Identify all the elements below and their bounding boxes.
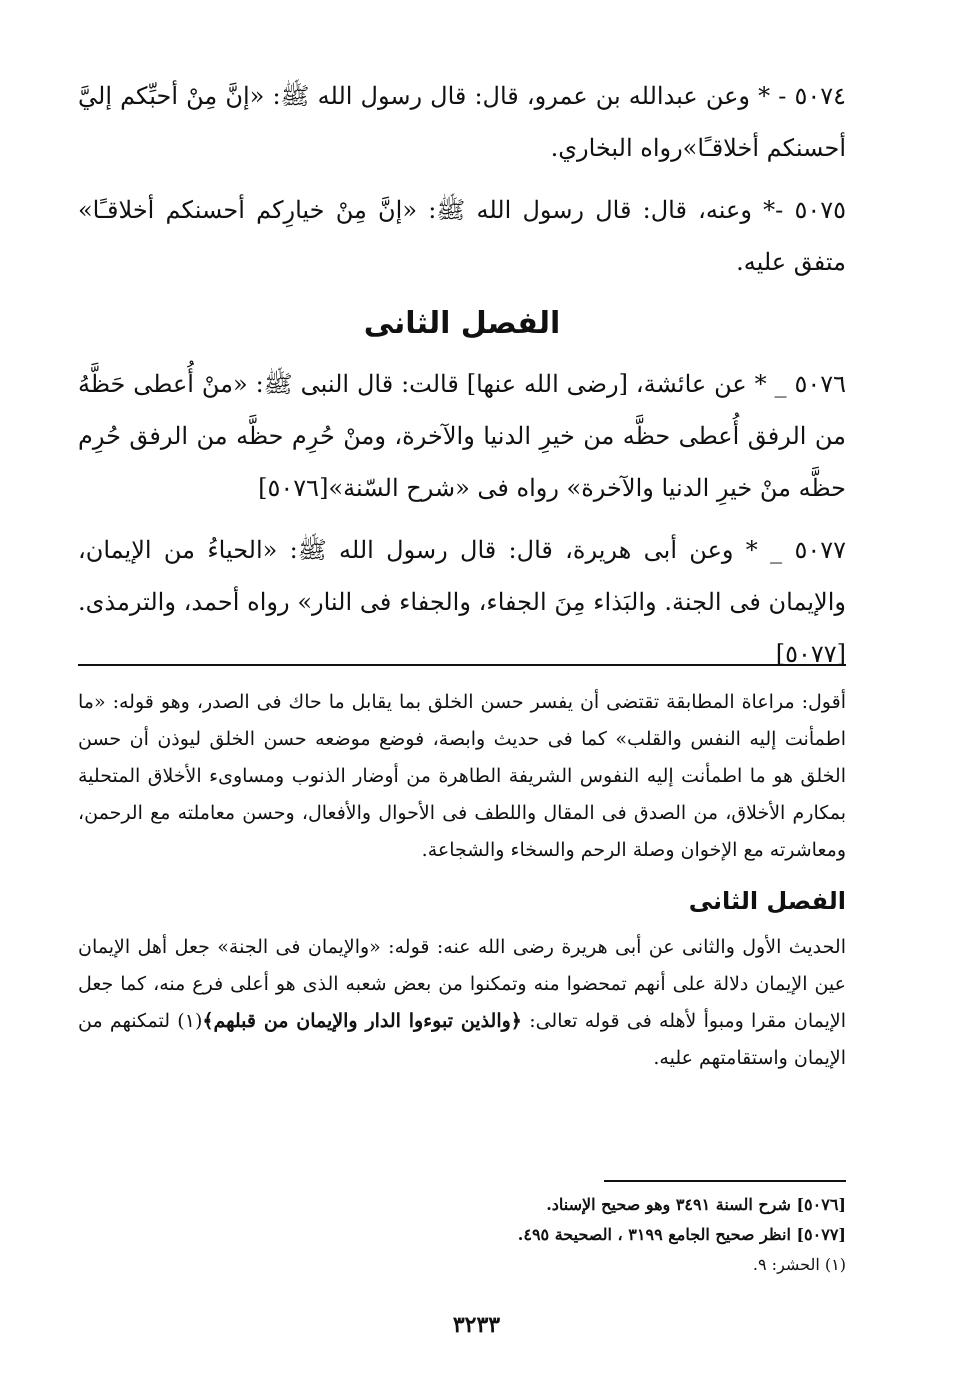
quran-quote: ﴿والذين تبوءوا الدار والإيمان من قبلهم﴾ [202,1010,522,1032]
commentary-section [78,684,846,1077]
commentary-text: الحديث الأول والثانى عن أبى هريرة رضى الله عنه: قوله: «والإيمان فى الجنة» جعل أهل الإيمان عين الإيمان دلالة على أنهم تمحضوا منه وتمكنوا من بعض شعبه الذى هو أعلى فرع منه، كما جعل الإيمان مقرا ومبوأ لأهله فى قوله تعالى: [78,936,846,1032]
footnote-5077: [٥٠٧٧] انظر صحيح الجامع ٣١٩٩ ، الصحيحة ٤٩٥. [517,1225,846,1244]
commentary-text-end: (١) لتمكنهم من الإيمان واستقامتهم عليه. [78,1010,846,1069]
footnote-divider [604,1180,846,1182]
hadith-5074: ٥٠٧٤ - * وعن عبدالله بن عمرو، قال: قال رسول الله ﷺ: «إنَّ مِنْ أحبِّكم إليَّ أحسنكم أخلاقـًا»رواه البخاري. [78,82,846,162]
hadith-5076: ٥٠٧٦ _ * عن عائشة، [رضى الله عنها] قالت: قال النبى ﷺ: «منْ أُعطى حَظَّهُ من الرفق أُعطى حظَّه من خيرِ الدنيا والآخرة، ومنْ حُرِم حظَّه من الرفق حُرِم حظَّه منْ خيرِ الدنيا والآخرة» رواه فى «شرح السّنة»[٥٠٧٦] [78,370,846,502]
hadith-5077: ٥٠٧٧ _ * وعن أبى هريرة، قال: قال رسول الله ﷺ: «الحياءُ من الإيمان، والإيمان فى الجنة. والبَذاء مِنَ الجفاء، والجفاء فى النار» رواه أحمد، والترمذى. [٥٠٧٧] [78,536,846,668]
commentary-paragraph-1: أقول: مراعاة المطابقة تقتضى أن يفسر حسن الخلق بما يقابل ما حاك فى الصدر، وهو قوله: «ما اطمأنت إليه النفس والقلب» كما فى حديث وابصة، فوضع موضعه حسن الخلق ليوذن أن حسن الخلق هو ما اطمأنت إليه النفوس الشريفة الطاهرة من أوضار الذنوب ومساوىء الأخلاق المتحلية بمكارم الأخلاق، من الصدق فى المقال واللطف فى الأحوال والأفعال، وحسن معاملته مع الرحمن، ومعاشرته مع الإخوان وصلة الرحم والسخاء والشجاعة. [78,691,846,861]
footnote-1: (١) الحشر: ٩. [752,1255,846,1274]
hadith-section [78,70,846,680]
page-number: ٣٢٣٣ [452,1312,501,1338]
footnotes [300,1190,846,1280]
chapter-title: الفصل الثانى [363,306,561,341]
footnote-5076: [٥٠٧٦] شرح السنة ٣٤٩١ وهو صحيح الإسناد. [546,1195,846,1214]
hadith-5075: ٥٠٧٥ -* وعنه، قال: قال رسول الله ﷺ: «إنَّ مِنْ خيارِكم أحسنكم أخلاقـًا» متفق عليه. [78,196,846,276]
commentary-subtitle: الفصل الثانى [688,887,846,915]
section-divider [78,664,846,666]
commentary-paragraph-2 [78,929,846,1077]
